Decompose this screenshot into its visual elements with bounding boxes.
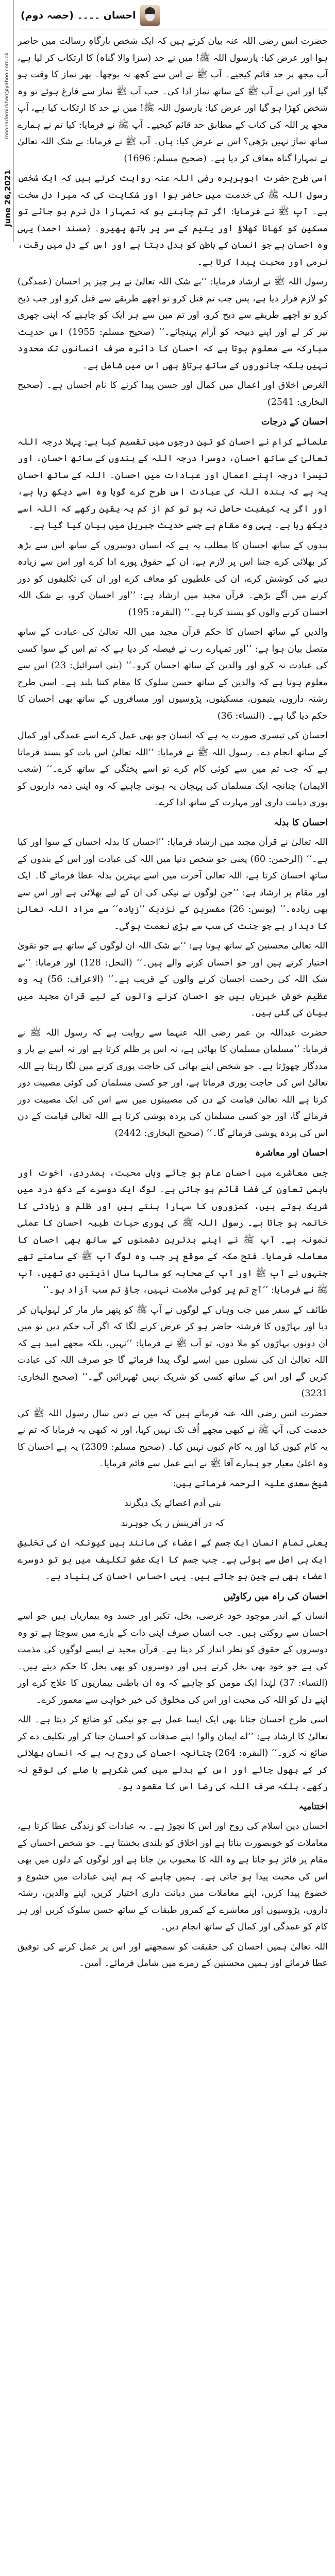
paragraph: شیخ سعدی علیہ الرحمہ فرماتے ہیں: — [173, 1478, 328, 1489]
paragraph: بندوں کے ساتھ احسان کا مطلب یہ ہے کہ انسان دوسروں کے ساتھ اس سے بڑھ کر بھلائی کرے جتنا اس پر لازم ہے، ان کے حقوق پورے ادا کرے اور اس سے زیادہ دینے کی کوشش کرے، ان کی غلطیوں کو معاف کرے اور ان کی تکلیفوں کو دور کرنے میں آگے بڑھے۔ قرآن مجید میں ارشاد ہے: ’’اور احسان کرو، بے شک اللہ احسان کرنے والوں کو پسند کرتا ہے۔‘‘ (البقرہ: 195) — [18, 540, 328, 618]
column-title: احسان ۔۔۔۔ (حصہ دوم) — [21, 10, 136, 21]
paragraph: اللہ تعالیٰ محسنین کے ساتھ ہوتا ہے: ’’بے شک اللہ ان لوگوں کے ساتھ ہے جو تقویٰ اختیار کرتے ہیں اور جو احسان کرنے والے ہیں۔‘‘ (النحل: 128) اور فرمایا: ’’بے شک اللہ کی رحمت احسان کرنے والوں کے قریب ہے۔‘‘ (الاعراف: 56) یہ وہ عظیم خوش خبریاں ہیں جو احسان کرنے والوں کے لیے قرآن مجید میں بیان کی گئی ہیں۔ — [18, 941, 328, 1018]
paragraph: علمائے کرام نے احسان کو تین درجوں میں تقسیم کیا ہے: پہلا درجہ اللہ تعالیٰ کے ساتھ احسان، دوسرا درجہ اللہ کے بندوں کے ساتھ احسان، اور تیسرا درجہ اپنے اعمال اور عبادات میں احسان۔ اللہ کے ساتھ احسان یہ ہے کہ بندہ اللہ کی عبادت اس طرح کرے گویا وہ اسے دیکھ رہا ہے، اور اگر یہ کیفیت حاصل نہ ہو تو کم از کم یہ یقین رکھے کہ اللہ اسے دیکھ رہا ہے۔ یہی وہ مقام ہے جسے حدیث جبریل میں بیان کیا گیا ہے۔ — [18, 436, 328, 531]
paragraph: یعنی تمام انسان ایک جسم کے اعضاء کی مانند ہیں کیونکہ ان کی تخلیق ایک ہی اصل سے ہوئی ہے۔ جب جسم کا ایک عضو تکلیف میں ہو تو دوسرے اعضاء بھی بے چین ہو جاتے ہیں۔ یہی احساس احسان کی بنیاد ہے۔ — [18, 1538, 328, 1582]
paragraph: جس معاشرے میں احسان عام ہو جائے وہاں محبت، ہمدردی، اخوت اور باہمی تعاون کی فضا قائم ہو جاتی ہے۔ لوگ ایک دوسرے کے دکھ درد میں شریک ہوتے ہیں، کمزوروں کا سہارا بنتے ہیں اور ظلم و زیادتی کا خاتمہ ہو جاتا ہے۔ رسول اللہ ﷺ کی پوری حیات طیبہ احسان کا عملی نمونہ ہے۔ آپ ﷺ نے اپنے بدترین دشمنوں کے ساتھ بھی احسان کا معاملہ فرمایا۔ فتح مکہ کے موقع پر جب وہ لوگ آپ ﷺ کے سامنے تھے جنہوں نے آپ ﷺ اور آپ کے صحابہ کو سالہا سال اذیتیں دی تھیں، آپ ﷺ نے فرمایا: ’’آج تم پر کوئی ملامت نہیں، جاؤ تم سب آزاد ہو۔‘‘ — [18, 1167, 328, 1295]
paragraph: الغرض اخلاق اور اعمال میں کمال اور حسن پیدا کرنے کا نام احسان ہے۔ (صحیح البخاری: 2541) — [18, 380, 328, 408]
author-avatar — [140, 5, 160, 26]
paragraph: حضرت انس رضی اللہ عنہ بیان کرتے ہیں کہ ایک شخص بارگاہِ رسالت میں حاضر ہوا اور عرض کیا: یارسول اللہ ﷺ! میں نے حد (سزا والا گناہ) کا ارتکاب کر لیا ہے، آپ مجھ پر حد قائم کیجیے۔ آپ ﷺ نے اس سے کچھ نہ پوچھا۔ پھر نماز کا وقت ہو گیا اور اس نے آپ ﷺ کے ساتھ نماز ادا کی۔ جب آپ ﷺ نماز سے فارغ ہوئے تو وہ شخص کھڑا ہو گیا اور عرض کیا: یارسول اللہ ﷺ! میں نے حد کا ارتکاب کیا ہے، آپ مجھ پر اللہ کی کتاب کے مطابق حد قائم کیجیے۔ آپ ﷺ نے فرمایا: کیا تم نے ہمارے ساتھ نماز نہیں پڑھی؟ اس نے عرض کیا: ہاں۔ آپ ﷺ نے فرمایا: بے شک اللہ تعالیٰ نے تمہارا گناہ معاف کر دیا ہے۔ (صحیح مسلم: 1696) — [18, 36, 328, 164]
section-heading: احسان کے درجات — [261, 417, 328, 427]
section-heading: احسان اور معاشرہ — [255, 1148, 328, 1158]
poem-line: کہ در آفرینش ز یک جوہرند — [121, 1518, 225, 1529]
paragraph: حضرت عبداللہ بن عمر رضی اللہ عنہما سے روایت ہے کہ رسول اللہ ﷺ نے فرمایا: ’’مسلمان مسلمان کا بھائی ہے، نہ اس پر ظلم کرتا ہے اور نہ اسے بے یار و مددگار چھوڑتا ہے۔ جو شخص اپنے بھائی کی حاجت پوری کرنے میں لگا رہتا ہے اللہ تعالیٰ اس کی حاجت پوری فرماتا ہے، اور جو کسی مسلمان کی کوئی مصیبت دور کرتا ہے اللہ تعالیٰ قیامت کے دن کی مصیبتوں میں سے اس کی ایک مصیبت دور فرمائے گا، اور جو کسی مسلمان کی پردہ پوشی کرتا ہے اللہ تعالیٰ قیامت کے دن اس کی پردہ پوشی فرمائے گا۔‘‘ (صحیح البخاری: 2442) — [18, 1027, 328, 1139]
paragraph: والدین کے ساتھ احسان کا حکم قرآن مجید میں اللہ تعالیٰ کی عبادت کے ساتھ متصل بیان ہوا ہے: ’’اور تمہارے رب نے فیصلہ کر دیا ہے کہ تم اس کے سوا کسی کی عبادت نہ کرو اور والدین کے ساتھ احسان کرو۔‘‘ (بنی اسرائیل: 23) اس سے معلوم ہوتا ہے کہ والدین کے ساتھ حسن سلوک کا مقام کتنا بلند ہے۔ اسی طرح رشتہ داروں، یتیموں، مسکینوں، پڑوسیوں اور مسافروں کے ساتھ بھی احسان کا حکم دیا گیا ہے۔ (النساء: 36) — [18, 627, 328, 721]
paragraph: اللہ تعالیٰ ہمیں احسان کی حقیقت کو سمجھنے اور اس پر عمل کرنے کی توفیق عطا فرمائے اور ہمیں محسنین کے زمرے میں شامل فرمائے۔ آمین۔ — [18, 1941, 328, 1969]
paragraph: احسان دین اسلام کی روح اور اس کا نچوڑ ہے۔ یہ عبادات کو زندگی عطا کرتا ہے، معاملات کو خوبصورت بناتا ہے اور اخلاق کو بلندی بخشتا ہے۔ جو شخص احسان کے مقام پر فائز ہو جاتا ہے وہ اللہ کا محبوب بن جاتا ہے اور لوگوں کے دلوں میں بھی اس کی محبت پیدا ہو جاتی ہے۔ ہمیں چاہیے کہ ہم اپنی عبادات میں خشوع و خضوع پیدا کریں، اپنے معاملات میں دیانت داری اختیار کریں، اپنے والدین، رشتہ داروں، پڑوسیوں اور معاشرے کے کمزور طبقات کے ساتھ حسن سلوک کریں اور ہر کام کو عمدگی اور کمال کے ساتھ انجام دیں۔ — [18, 1821, 328, 1932]
author-email: moonadamirkhan@yahoo.com.pk — [4, 52, 10, 139]
paragraph: حضرت انس رضی اللہ عنہ فرماتے ہیں کہ میں نے دس سال رسول اللہ ﷺ کی خدمت کی، آپ ﷺ نے کبھی مجھے اُف تک نہیں کہا، اور نہ کبھی یہ فرمایا کہ تم نے یہ کام کیوں کیا اور یہ کام کیوں نہیں کیا۔ (صحیح مسلم: 2309) یہ ہے احسان کا وہ اعلیٰ معیار جو ہمارے آقا ﷺ نے اپنے عمل سے قائم فرمایا۔ — [18, 1408, 328, 1469]
paragraph: انسان کے اندر موجود خود غرضی، بخل، تکبر اور حسد وہ بیماریاں ہیں جو اسے احسان سے روکتی ہیں۔ جب انسان صرف اپنی ذات کے بارے میں سوچتا ہے تو وہ دوسروں کے حقوق کو نظر انداز کر دیتا ہے۔ قرآن مجید نے ایسے لوگوں کی مذمت کی ہے جو خود بھی بخل کرتے ہیں اور دوسروں کو بھی بخل کا حکم دیتے ہیں۔ (النساء: 37) لہٰذا ایک مومن کو چاہیے کہ وہ ان باطنی بیماریوں کا علاج کرے اور اپنے دل کو اللہ کی محبت اور اس کی مخلوق کی خیر خواہی سے معمور کرے۔ — [18, 1611, 328, 1705]
paragraph: اللہ تعالیٰ نے قرآن مجید میں ارشاد فرمایا: ’’احسان کا بدلہ احسان کے سوا اور کیا ہے۔‘‘ (الرحمن: 60) یعنی جو شخص دنیا میں اللہ کی عبادت اور اس کے بندوں کے ساتھ احسان کرتا ہے، اللہ تعالیٰ آخرت میں اسے بہترین بدلہ عطا فرمائے گا۔ ایک اور مقام پر ارشاد ہے: ’’جن لوگوں نے نیکی کی ان کے لیے بھلائی ہے اور اس سے بھی زیادہ۔‘‘ (یونس: 26) مفسرین کے نزدیک ’’زیادہ‘‘ سے مراد اللہ تعالیٰ کا دیدار ہے جو جنت کی سب سے بڑی نعمت ہوگی۔ — [18, 837, 328, 931]
paragraph: رسول اللہ ﷺ نے ارشاد فرمایا: ’’بے شک اللہ تعالیٰ نے ہر چیز پر احسان (عمدگی) کو لازم قرار دیا ہے، پس جب تم قتل کرو تو اچھے طریقے سے قتل کرو اور جب ذبح کرو تو اچھے طریقے سے ذبح کرو، اور تم میں سے ہر ایک کو چاہیے کہ اپنی چھری تیز کر لے اور اپنے ذبیحہ کو آرام پہنچائے۔‘‘ (صحیح مسلم: 1955) اس حدیث مبارکہ سے معلوم ہوتا ہے کہ احسان کا دائرہ صرف انسانوں تک محدود نہیں بلکہ جانوروں کے ساتھ برتاؤ بھی اس میں شامل ہے۔ — [18, 277, 328, 371]
poem-line: بنی آدم اعضائے یک دیگرند — [124, 1498, 221, 1509]
section-heading: اختتامیہ — [298, 1801, 328, 1812]
side-strip — [0, 0, 14, 242]
paragraph: اسی طرح حضرت ابوہریرہ رضی اللہ عنہ روایت کرتے ہیں کہ ایک شخص رسول اللہ ﷺ کی خدمت میں حاضر ہوا اور شکایت کی کہ میرا دل سخت ہے۔ آپ ﷺ نے فرمایا: اگر تم چاہتے ہو کہ تمہارا دل نرم ہو جائے تو مسکین کو کھانا کھلاؤ اور یتیم کے سر پر ہاتھ پھیرو۔ (مسند احمد) یہی وہ احسان ہے جو انسان کے باطن کو بدل دیتا ہے اور اس کے دل میں رقت، نرمی اور محبت پیدا کرتا ہے۔ — [18, 173, 328, 267]
section-heading: احسان کی راہ میں رکاوٹیں — [223, 1591, 328, 1602]
publication-date: June 26,2021 — [3, 170, 12, 227]
paragraph: طائف کے سفر میں جب وہاں کے لوگوں نے آپ ﷺ کو پتھر مار مار کر لہولہان کر دیا اور پہاڑوں کا فرشتہ حاضر ہو کر عرض کرنے لگا کہ اگر آپ حکم دیں تو میں ان دونوں پہاڑوں کو ملا دوں، تو آپ ﷺ نے فرمایا: ’’نہیں، بلکہ مجھے امید ہے کہ اللہ تعالیٰ ان کی نسلوں میں ایسے لوگ پیدا فرمائے گا جو صرف اللہ کی عبادت کریں گے اور اس کے ساتھ کسی کو شریک نہیں ٹھہرائیں گے۔‘‘ (صحیح البخاری: 3231) — [18, 1304, 328, 1399]
paragraph: اسی طرح احسان جتانا بھی ایک ایسا عمل ہے جو نیکی کو ضائع کر دیتا ہے۔ اللہ تعالیٰ کا ارشاد ہے: ’’اے ایمان والو! اپنے صدقات کو احسان جتا کر اور تکلیف دے کر ضائع نہ کرو۔‘‘ (البقرہ: 264) چنانچہ احسان کی روح یہ ہے کہ انسان بھلائی کر کے بھول جائے اور اس کے بدلے میں کسی شکریے یا صلے کی توقع نہ رکھے، بلکہ صرف اللہ کی رضا اس کا مقصود ہو۔ — [18, 1715, 328, 1792]
paragraph: احسان کی تیسری صورت یہ ہے کہ انسان جو بھی عمل کرے اسے عمدگی اور کمال کے ساتھ انجام دے۔ رسول اللہ ﷺ نے فرمایا: ’’اللہ تعالیٰ اس بات کو پسند فرماتا ہے کہ جب تم میں سے کوئی کام کرے تو اسے پختگی کے ساتھ کرے۔‘‘ (شعب الایمان) چنانچہ ایک مسلمان کی پہچان یہ ہونی چاہیے کہ وہ اپنی ذمہ داریوں کو پوری دیانت داری اور مہارت کے ساتھ ادا کرے۔ — [18, 731, 328, 808]
article-body — [18, 33, 328, 2576]
section-heading: احسان کا بدلہ — [274, 817, 328, 828]
side-divider — [13, 0, 14, 242]
column-header — [21, 4, 328, 27]
